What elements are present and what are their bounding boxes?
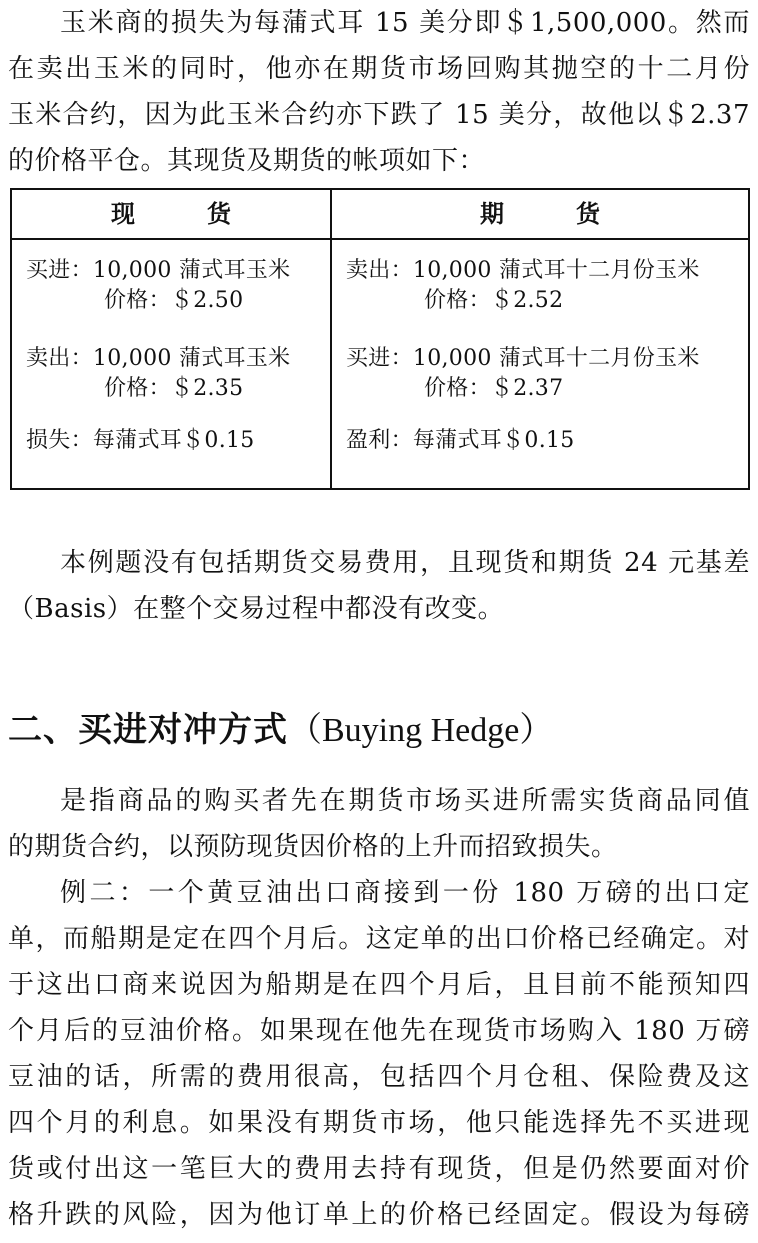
intro-paragraph xyxy=(8,0,750,184)
section-heading-english: （Buying Hedge） xyxy=(288,712,554,749)
text-line: 玉米商的损失为每蒲式耳 15 美分即＄1,500,000。然而 xyxy=(60,8,750,38)
ledger-table xyxy=(10,188,750,490)
spot-sell-price: 价格：＄2.35 xyxy=(104,376,244,401)
spot-buy-quantity: 10,000 蒲式耳玉米 xyxy=(92,258,291,283)
text-line: 的期货合约，以预防现货因价格的上升而招致损失。 xyxy=(8,832,618,862)
futures-buy-price: 价格：＄2.37 xyxy=(424,376,564,401)
section-heading xyxy=(8,706,750,755)
futures-result-label: 盈利： xyxy=(346,428,413,453)
futures-buy-label: 买进： xyxy=(346,346,413,371)
text-line: 的价格平仓。其现货及期货的帐项如下： xyxy=(8,146,486,176)
text-line: 货或付出这一笔巨大的费用去持有现货，但是仍然要面对价 xyxy=(8,1154,750,1184)
text-line: 单，而船期是定在四个月后。这定单的出口价格已经确定。对 xyxy=(8,924,750,954)
futures-sell-label: 卖出： xyxy=(346,258,413,283)
futures-buy-entry xyxy=(346,344,700,404)
text-line: （Basis）在整个交易过程中都没有改变。 xyxy=(8,594,505,624)
futures-result-value: 每蒲式耳＄0.15 xyxy=(412,428,575,453)
spot-result-entry xyxy=(26,426,255,456)
text-line: 于这出口商来说因为船期是在四个月后，且目前不能预知四 xyxy=(8,970,750,1000)
text-line: 个月后的豆油价格。如果现在他先在现货市场购入 180 万磅 xyxy=(8,1016,750,1046)
futures-sell-quantity: 10,000 蒲式耳十二月份玉米 xyxy=(412,258,700,283)
spot-column xyxy=(12,190,330,488)
text-line: 豆油的话，所需的费用很高，包括四个月仓租、保险费及这 xyxy=(8,1062,750,1092)
text-line: 是指商品的购买者先在期货市场买进所需实货商品同值 xyxy=(60,786,750,816)
note-paragraph xyxy=(8,540,750,632)
spot-sell-quantity: 10,000 蒲式耳玉米 xyxy=(92,346,291,371)
spot-header: 现 货 xyxy=(111,199,231,228)
spot-result-value: 每蒲式耳＄0.15 xyxy=(92,428,255,453)
text-line: 格升跌的风险，因为他订单上的价格已经固定。假设为每磅 xyxy=(8,1200,750,1230)
definition-paragraph xyxy=(8,778,750,870)
futures-sell-entry xyxy=(346,256,700,316)
text-line: 例二：一个黄豆油出口商接到一份 180 万磅的出口定 xyxy=(60,878,750,908)
spot-sell-label: 卖出： xyxy=(26,346,93,371)
spot-buy-label: 买进： xyxy=(26,258,93,283)
spot-sell-entry xyxy=(26,344,290,404)
futures-result-entry xyxy=(346,426,575,456)
text-line: 四个月的利息。如果没有期货市场，他只能选择先不买进现 xyxy=(8,1108,750,1138)
text-line: 本例题没有包括期货交易费用，且现货和期货 24 元基差 xyxy=(60,548,750,578)
spot-buy-entry xyxy=(26,256,290,316)
spot-result-label: 损失： xyxy=(26,428,93,453)
example-paragraph xyxy=(8,870,750,1238)
futures-buy-quantity: 10,000 蒲式耳十二月份玉米 xyxy=(412,346,700,371)
futures-header: 期 货 xyxy=(480,199,600,228)
futures-sell-price: 价格：＄2.52 xyxy=(424,288,564,313)
text-line: 在卖出玉米的同时，他亦在期货市场回购其抛空的十二月份 xyxy=(8,54,750,84)
spot-buy-price: 价格：＄2.50 xyxy=(104,288,244,313)
text-line: 玉米合约，因为此玉米合约亦下跌了 15 美分，故他以＄2.37 xyxy=(8,100,750,130)
section-heading-title: 二、买进对冲方式 xyxy=(8,710,288,750)
futures-column xyxy=(332,190,748,488)
